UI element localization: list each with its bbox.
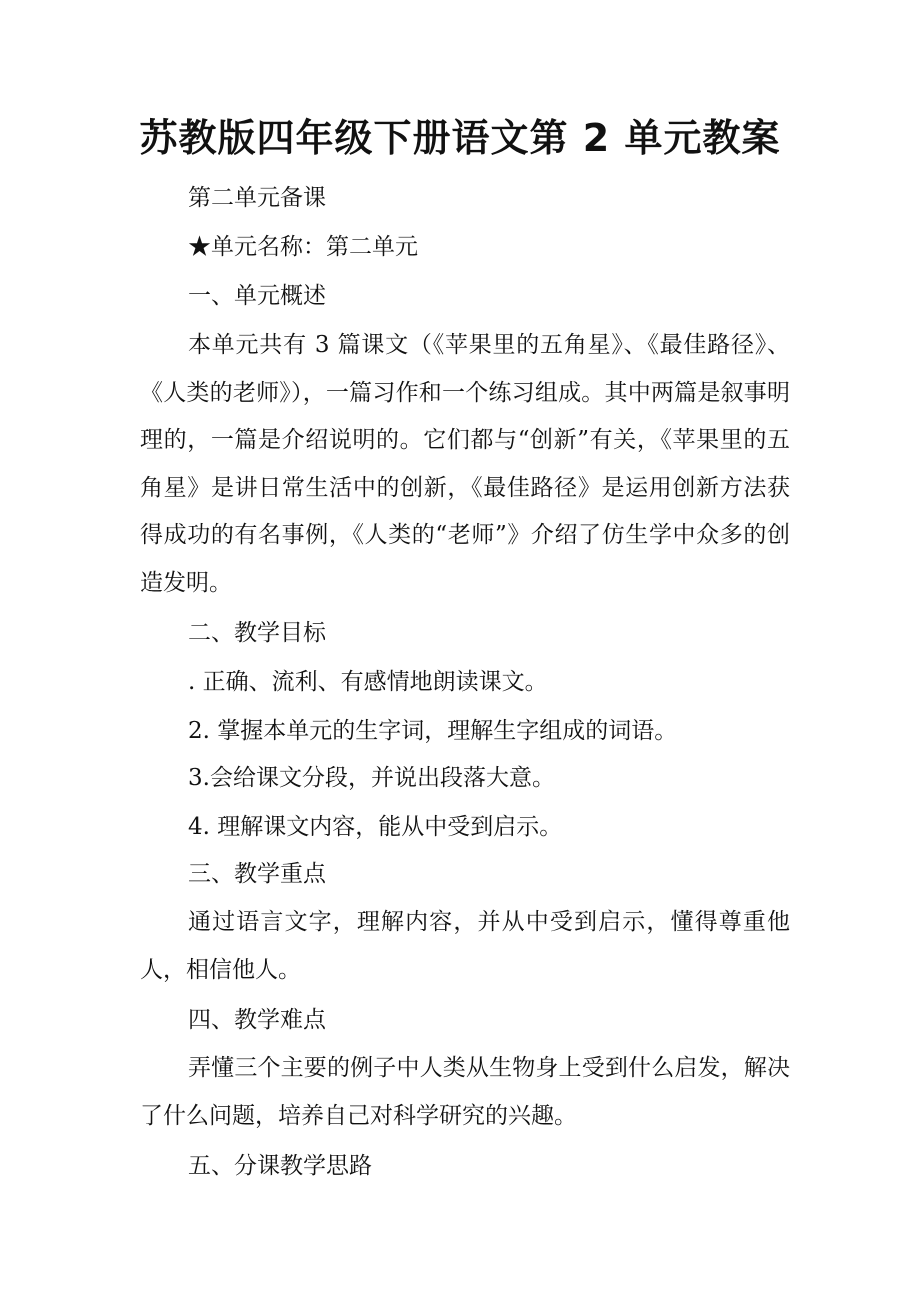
- overview-paragraph: 本单元共有 3 篇课文（《苹果里的五角星》、《最佳路径》、《人类的老师》），一篇习作和一个练习组成。其中两篇是叙事明理的，一篇是介绍说明的。它们都与“创新”有关，《苹果里的五角星》是讲日常生活中的创新，《最佳路径》是运用创新方法获得成功的有名事例，《人类的“老师”》介绍了仿生学中众多的创造发明。: [140, 332, 790, 596]
- goal-item: 3.会给课文分段，并说出段落大意。: [188, 765, 555, 791]
- overview-heading: 一、单元概述: [188, 283, 326, 309]
- approach-heading: 五、分课教学思路: [188, 1153, 372, 1179]
- key-points-heading: 三、教学重点: [188, 861, 326, 887]
- difficulties-paragraph: 弄懂三个主要的例子中人类从生物身上受到什么启发，解决了什么问题，培养自己对科学研究的兴趣。: [140, 1055, 790, 1129]
- document-title: 苏教版四年级下册语文第 2 单元教案: [139, 116, 781, 160]
- key-points-paragraph: 通过语言文字，理解内容，并从中受到启示，懂得尊重他人，相信他人。: [140, 909, 790, 983]
- goal-item: 2. 掌握本单元的生字词，理解生字组成的词语。: [188, 718, 678, 744]
- goal-item: . 正确、流利、有感情地朗读课文。: [188, 669, 548, 695]
- prep-heading: 第二单元备课: [188, 185, 326, 211]
- unit-name: ★单元名称：第二单元: [188, 234, 418, 260]
- goal-item: 4. 理解课文内容，能从中受到启示。: [188, 814, 563, 840]
- difficulties-heading: 四、教学难点: [188, 1007, 326, 1033]
- goals-heading: 二、教学目标: [188, 620, 326, 646]
